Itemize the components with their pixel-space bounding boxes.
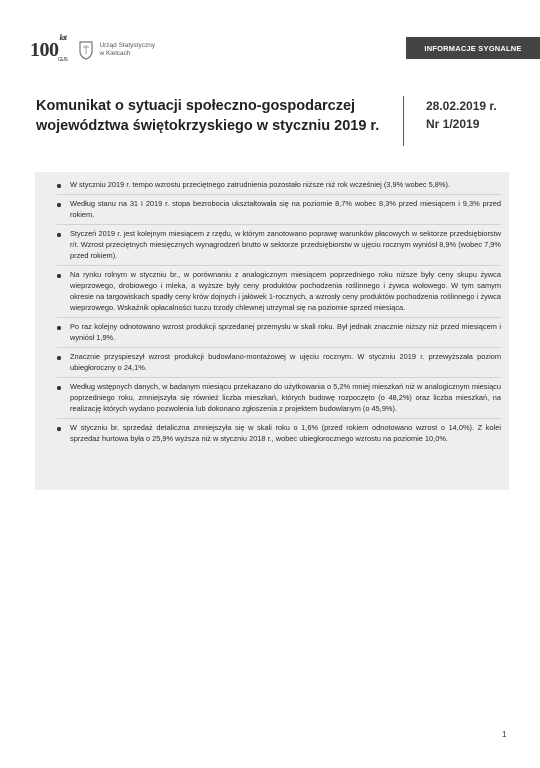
bullet-icon: [57, 233, 61, 237]
bullet-icon: [57, 356, 61, 360]
highlight-text: Na rynku rolnym w styczniu br., w porównaniu z analogicznym miesiącem poprzedniego roku niższe były ceny skupu żywca wieprzowego, drobiowego i mleka, a wyższe były ceny produktów pochodzenia roślinnego i żywca wołowego. W tym samym okresie na targowiskach spadły ceny krów dojnych i jałówek 1-rocznych, a wzrosły ceny produktów pochodzenia roślinnego i żywca wieprzowego. Wskaźnik opłacalności tuczu trzody chlewnej utrzymał się na poziomie sprzed miesiąca.: [70, 270, 501, 312]
release-meta: [426, 97, 497, 133]
highlight-text: Według wstępnych danych, w badanym miesiącu przekazano do użytkowania o 5,2% mniej mieszkań niż w analogicznym miesiącu poprzedniego roku, zmniejszyła się również liczba mieszkań, których budowę rozpoczęto (o 48,2%) oraz liczba mieszkań, na realizację których wydano pozwolenia lub dokonano zgłoszenia z projektem budowlanym (o 45,9%).: [70, 382, 501, 413]
highlight-text: Znacznie przyspieszył wzrost produkcji budowlano-montażowej w ujęciu rocznym. W styczniu 2019 r. przewyższała poziom ubiegłoroczny o 24,1%.: [70, 352, 501, 372]
highlight-text: Według stanu na 31 I 2019 r. stopa bezrobocia ukształtowała się na poziomie 8,7% wobec 8,3% przed miesiącem i 9,3% przed rokiem.: [70, 199, 501, 219]
office-name: [99, 42, 155, 58]
highlight-item: [57, 378, 501, 419]
release-number: Nr 1/2019: [426, 117, 480, 131]
bullet-icon: [57, 326, 61, 330]
page-number: 1: [502, 730, 507, 739]
title-divider: [403, 96, 404, 146]
highlight-item: [57, 195, 501, 225]
logo-superscript: lat: [59, 32, 67, 42]
office-line-1: Urząd Statystyczny: [99, 42, 156, 49]
highlight-item: [57, 419, 501, 448]
highlight-text: Po raz kolejny odnotowano wzrost produkcji sprzedanej przemysłu w skali roku. Był jednak znacznie niższy niż przed miesiącem i wyniósł 1,9%.: [70, 322, 501, 342]
highlight-text: Styczeń 2019 r. jest kolejnym miesiącem z rzędu, w którym zanotowano poprawę warunków płacowych w sektorze przedsiębiorstw r/r. Wzrost przeciętnych miesięcznych wynagrodzeń brutto w sektorze przedsiębiorstw w ujęciu rocznym wyniósł 8,9% (wobec 7,9% przed rokiem).: [70, 229, 501, 260]
logo-gus: GUS: [58, 56, 68, 63]
bullet-icon: [57, 386, 61, 390]
bullet-icon: [57, 203, 61, 207]
bullet-icon: [57, 427, 61, 431]
highlight-item: [57, 225, 501, 266]
title-line-1: Komunikat o sytuacji społeczno-gospodarczej: [36, 98, 356, 114]
highlight-text: W styczniu br. sprzedaż detaliczna zmniejszyła się w skali roku o 1,6% (przed rokiem odnotowano wzrost o 14,0%). Z kolei sprzedaż hurtowa była o 25,9% wyższa niż w styczniu 2018 r., wobec ubiegłorocznego wzrostu na poziomie 10,0%.: [70, 423, 501, 443]
highlights-box: [35, 172, 509, 490]
office-line-2: w Kielcach: [99, 50, 131, 57]
document-type-banner: INFORMACJE SYGNALNE: [406, 37, 540, 59]
bullet-icon: [57, 274, 61, 278]
highlight-item: [57, 318, 501, 348]
release-date: 28.02.2019 r.: [426, 99, 497, 113]
bullet-icon: [57, 184, 61, 188]
title-line-2: województwa świętokrzyskiego w styczniu 2019 r.: [36, 118, 380, 134]
page-title: [36, 96, 386, 136]
highlight-item: [57, 176, 501, 195]
highlight-text: W styczniu 2019 r. tempo wzrostu przeciętnego zatrudnienia pozostało niższe niż rok wcześniej (3,9% wobec 5,8%).: [70, 180, 450, 189]
emblem-icon: [78, 40, 94, 60]
anniversary-logo: [30, 32, 68, 63]
logo: [30, 32, 156, 64]
highlight-item: [57, 348, 501, 378]
logo-number: 100: [30, 38, 59, 61]
highlight-item: [57, 266, 501, 318]
